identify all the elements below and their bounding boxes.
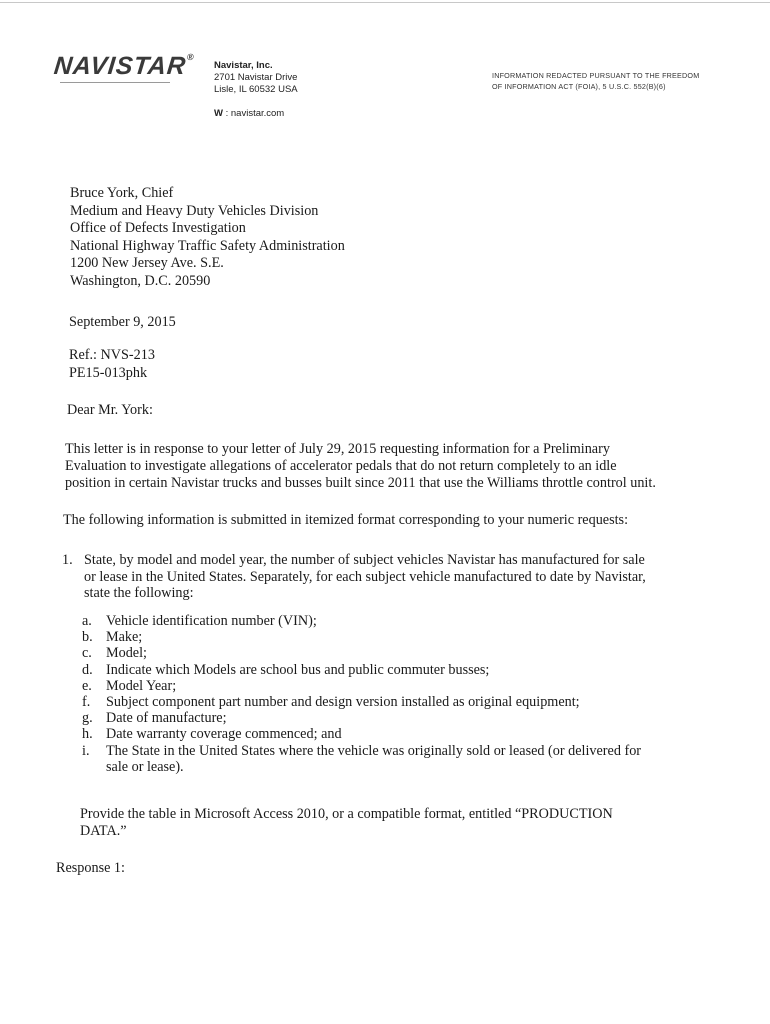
provide-paragraph [80,806,613,840]
list-text: Subject component part number and design version installed as original equipment; [106,694,580,711]
recipient-street: 1200 New Jersey Ave. S.E. [70,255,224,271]
list-item-continuation [82,759,641,775]
list-item [82,710,641,726]
website-url: : navistar.com [222,108,285,119]
salutation: Dear Mr. York: [67,402,153,418]
request-1-number: 1. [62,552,73,568]
list-text: Model Year; [106,677,177,694]
list-item [82,743,641,759]
intro-line-1: This letter is in response to your letter of July 29, 2015 requesting information for a Preliminary [65,441,610,457]
list-item [82,613,641,629]
recipient-address [70,185,345,290]
list-marker: g. [82,710,93,727]
list-text: The State in the United States where the vehicle was originally sold or leased (or delivered for [106,742,642,759]
list-text: Vehicle identification number (VIN); [106,613,317,629]
list-marker: h. [82,726,93,743]
letter-date: September 9, 2015 [69,314,176,330]
request-1 [62,552,646,602]
list-item [82,629,641,645]
company-website [214,108,284,119]
recipient-division: Medium and Heavy Duty Vehicles Division [70,202,319,219]
list-text: Date warranty coverage commenced; and [106,726,342,743]
request-1-line-2: or lease in the United States. Separately, for each subject vehicle manufactured to date by Navistar, [84,568,646,585]
list-marker: c. [82,645,92,662]
provide-line-2: DATA.” [80,823,127,839]
company-address [214,60,298,96]
foia-line-2: OF INFORMATION ACT (FOIA), 5 U.S.C. 552(B)(6) [492,82,666,91]
list-text: Make; [106,629,143,646]
logo-text: NAVISTAR [52,52,188,80]
list-text-continuation: sale or lease). [106,758,184,775]
foia-line-1: INFORMATION REDACTED PURSUANT TO THE FREEDOM [492,71,700,80]
navistar-logo [52,52,195,81]
intro-line-3: position in certain Navistar trucks and busses built since 2011 that use the Williams throttle control unit. [65,475,656,491]
list-marker: e. [82,677,92,694]
itemized-statement: The following information is submitted in itemized format corresponding to your numeric requests: [63,512,629,528]
list-item [82,645,641,661]
list-text: Date of manufacture; [106,710,227,727]
page-edge [0,2,770,3]
foia-notice [492,70,699,92]
list-item [82,678,641,694]
request-1-list [82,613,641,775]
registered-mark: ® [186,52,196,62]
company-name: Navistar, Inc. [214,60,273,71]
reference-line-1: Ref.: NVS-213 [69,347,155,363]
recipient-city: Washington, D.C. 20590 [70,272,211,289]
reference-block [69,347,155,382]
recipient-agency: National Highway Traffic Safety Administration [70,237,345,254]
provide-line-1: Provide the table in Microsoft Access 2010, or a compatible format, entitled “PRODUCTION [80,806,613,822]
list-item [82,662,641,678]
response-1-label: Response 1: [56,860,125,876]
recipient-office: Office of Defects Investigation [70,220,246,236]
recipient-name: Bruce York, Chief [70,185,174,201]
list-text: Indicate which Models are school bus and public commuter busses; [106,661,490,678]
reference-line-2: PE15-013phk [69,364,148,381]
company-city: Lisle, IL 60532 USA [214,84,298,95]
list-marker: f. [82,694,91,711]
request-1-line-3: state the following: [84,585,194,601]
request-1-text-1: State, by model and model year, the number of subject vehicles Navistar has manufactured for sale [84,552,645,568]
list-text: Model; [106,645,147,662]
company-street: 2701 Navistar Drive [214,72,298,83]
list-marker: b. [82,629,93,646]
website-prefix: W [214,108,223,119]
list-marker: d. [82,661,93,678]
request-1-line-1 [62,552,646,569]
logo-underline [60,82,170,83]
intro-line-2: Evaluation to investigate allegations of accelerator pedals that do not return completely to an idle [65,458,617,474]
list-marker: i. [82,742,90,759]
intro-paragraph [65,441,656,492]
list-marker: a. [82,613,92,629]
list-item [82,726,641,742]
list-item [82,694,641,710]
